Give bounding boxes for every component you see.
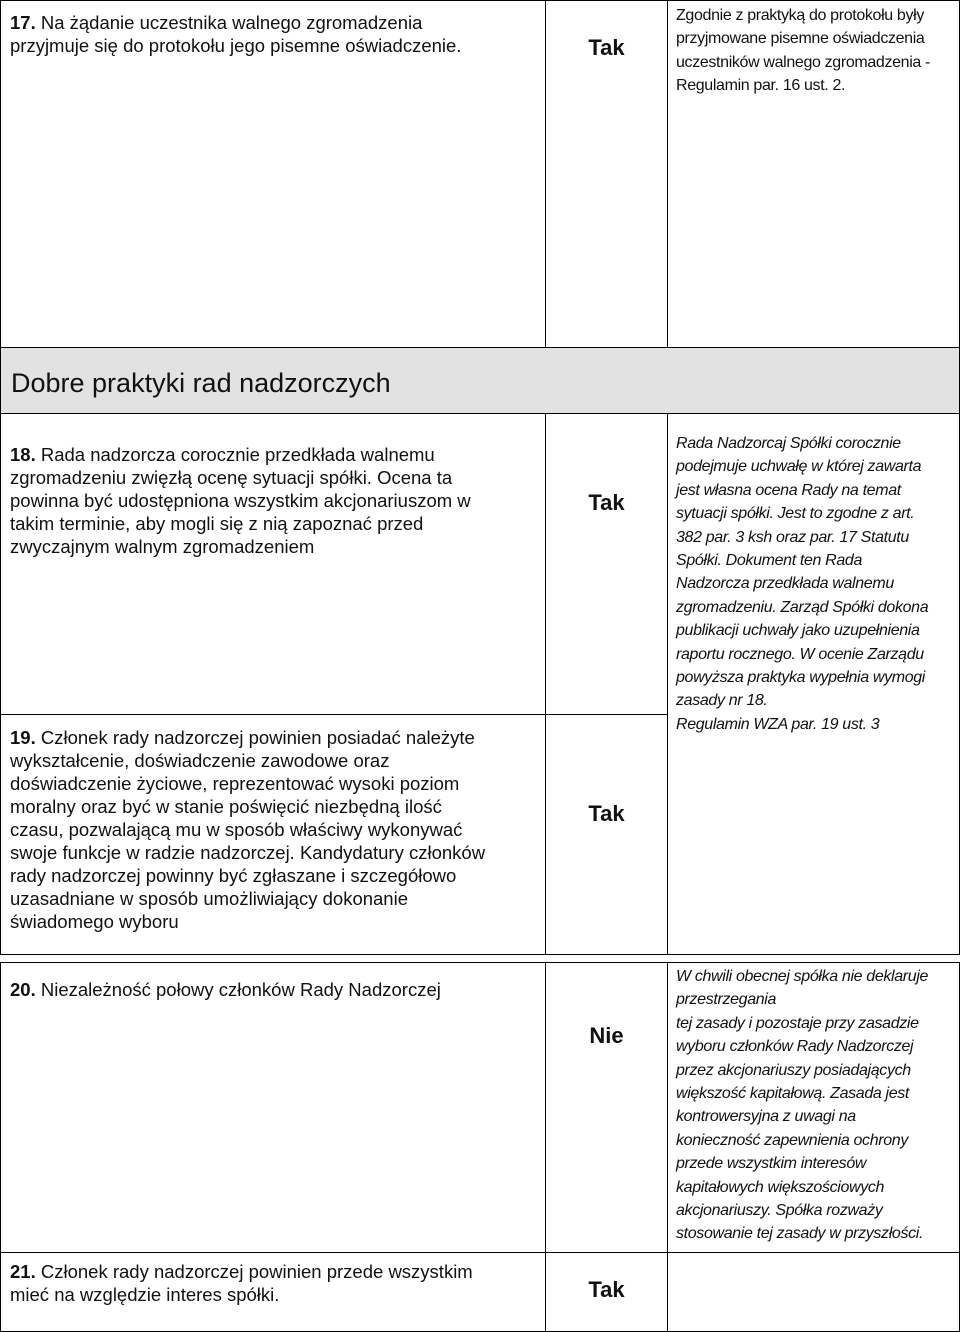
comment-20 bbox=[667, 962, 960, 1253]
requirement-18-line-4: takim terminie, aby mogli się z nią zapoznać przed bbox=[10, 513, 424, 534]
requirement-number: 17. bbox=[10, 12, 36, 33]
answer-20: Nie bbox=[545, 962, 668, 1253]
comment-line: większość kapitałową. Zasada jest bbox=[676, 1085, 910, 1103]
requirement-19-line-8: uzasadniane w sposób umożliwiający dokonanie bbox=[10, 888, 408, 909]
requirement-18-line-1: 18. Rada nadzorcza corocznie przedkłada walnemu bbox=[10, 444, 435, 465]
comment-line: przyjmowane pisemne oświadczenia bbox=[676, 30, 925, 48]
comment-line: akcjonariuszy. Spółka rozważy bbox=[676, 1202, 883, 1220]
comment-line: kapitałowych większościowych bbox=[676, 1178, 885, 1196]
comment-line: przestrzegania bbox=[676, 991, 777, 1009]
requirement-19-line-2: wykształcenie, doświadczenie zawodowe oraz bbox=[10, 750, 390, 771]
requirement-18-line-3: powinna być udostępniona wszystkim akcjonariuszom w bbox=[10, 490, 471, 511]
requirement-20 bbox=[0, 962, 546, 1253]
requirement-21 bbox=[0, 1252, 546, 1332]
comment-line: powyższa praktyka wypełnia wymogi bbox=[676, 669, 925, 687]
requirement-19-line-4: moralny oraz być w stanie poświęcić niezbędną ilość bbox=[10, 796, 442, 817]
requirement-17 bbox=[0, 0, 546, 348]
comment-line: raportu rocznego. W ocenie Zarządu bbox=[676, 645, 924, 663]
comment-line: 382 par. 3 ksh oraz par. 17 Statutu bbox=[676, 528, 909, 546]
comment-line: przez akcjonariuszy posiadających bbox=[676, 1061, 911, 1079]
comment-line: Nadzorcza przedkłada walnemu bbox=[676, 575, 894, 593]
requirement-number: 19. bbox=[10, 727, 36, 748]
requirement-18-line-5: zwyczajnym walnym zgromadzeniem bbox=[10, 536, 315, 557]
requirement-19-line-9: świadomego wyboru bbox=[10, 911, 179, 932]
comment-line: stosowanie tej zasady w przyszłości. bbox=[676, 1225, 924, 1243]
comment-line: zgromadzeniu. Zarząd Spółki dokona bbox=[676, 598, 929, 616]
requirement-19-line-7: rady nadzorczej powinny być zgłaszane i szczegółowo bbox=[10, 865, 457, 886]
requirement-19-line-5: czasu, pozwalającą mu w sposób właściwy wykonywać bbox=[10, 819, 463, 840]
requirement-19-line-3: doświadczenie życiowe, reprezentować wysoki poziom bbox=[10, 773, 460, 794]
comment-line: W chwili obecnej spółka nie deklaruje bbox=[676, 968, 929, 985]
comment-line: tej zasady i pozostaje przy zasadzie bbox=[676, 1014, 919, 1032]
comment-21 bbox=[667, 1252, 960, 1332]
requirement-21-line-1: 21. Członek rady nadzorczej powinien przede wszystkim bbox=[10, 1261, 473, 1282]
requirement-17-line-1: 17. Na żądanie uczestnika walnego zgromadzenia bbox=[10, 12, 423, 33]
comment-line: wyboru członków Rady Nadzorczej bbox=[676, 1038, 914, 1056]
requirement-19-line-6: swoje funkcje w radzie nadzorczej. Kandydatury członków bbox=[10, 842, 486, 863]
requirement-number: 21. bbox=[10, 1261, 36, 1282]
comment-line: uczestników walnego zgromadzenia - bbox=[676, 53, 931, 71]
comment-line: sytuacji spółki. Jest to zgodne z art. bbox=[676, 505, 915, 523]
requirement-21-line-2: mieć na względzie interes spółki. bbox=[10, 1284, 280, 1305]
comment-18-19 bbox=[667, 413, 960, 955]
answer-18: Tak bbox=[545, 413, 668, 715]
requirement-18 bbox=[0, 413, 546, 715]
requirement-number: 18. bbox=[10, 444, 36, 465]
comment-line: Spółki. Dokument ten Rada bbox=[676, 552, 863, 570]
comment-line: kontrowersyjna z uwagi na bbox=[676, 1108, 856, 1126]
requirement-19-line-1: 19. Członek rady nadzorczej powinien posiadać należyte bbox=[10, 727, 475, 748]
comment-line: Zgodnie z praktyką do protokołu były bbox=[676, 7, 924, 24]
requirement-18-line-2: zgromadzeniu zwięzłą ocenę sytuacji spółki. Ocena ta bbox=[10, 467, 453, 488]
comment-line: Regulamin WZA par. 19 ust. 3 bbox=[676, 715, 880, 733]
answer-17: Tak bbox=[545, 0, 668, 348]
section-header bbox=[0, 347, 960, 414]
answer-21: Tak bbox=[545, 1252, 668, 1332]
comment-17 bbox=[667, 0, 960, 348]
comment-line: publikacji uchwały jako uzupełnienia bbox=[676, 622, 920, 640]
comment-line: zasady nr 18. bbox=[676, 692, 768, 710]
comment-line: podejmuje uchwałę w której zawarta bbox=[676, 458, 922, 476]
requirement-20-line-1: 20. Niezależność połowy członków Rady Nadzorczej bbox=[10, 979, 441, 1000]
requirement-17-line-2: przyjmuje się do protokołu jego pisemne oświadczenie. bbox=[10, 35, 462, 56]
comment-line: jest własna ocena Rady na temat bbox=[676, 481, 901, 499]
answer-19: Tak bbox=[545, 714, 668, 955]
section-title: Dobre praktyki rad nadzorczych bbox=[11, 368, 391, 398]
comment-line: Regulamin par. 16 ust. 2. bbox=[676, 77, 846, 95]
comment-line: konieczność zapewnienia ochrony bbox=[676, 1131, 908, 1149]
comment-line: przede wszystkim interesów bbox=[676, 1155, 867, 1173]
comment-line: Rada Nadzorcaj Spółki corocznie bbox=[676, 435, 901, 452]
requirement-number: 20. bbox=[10, 979, 36, 1000]
requirement-19 bbox=[0, 714, 546, 955]
